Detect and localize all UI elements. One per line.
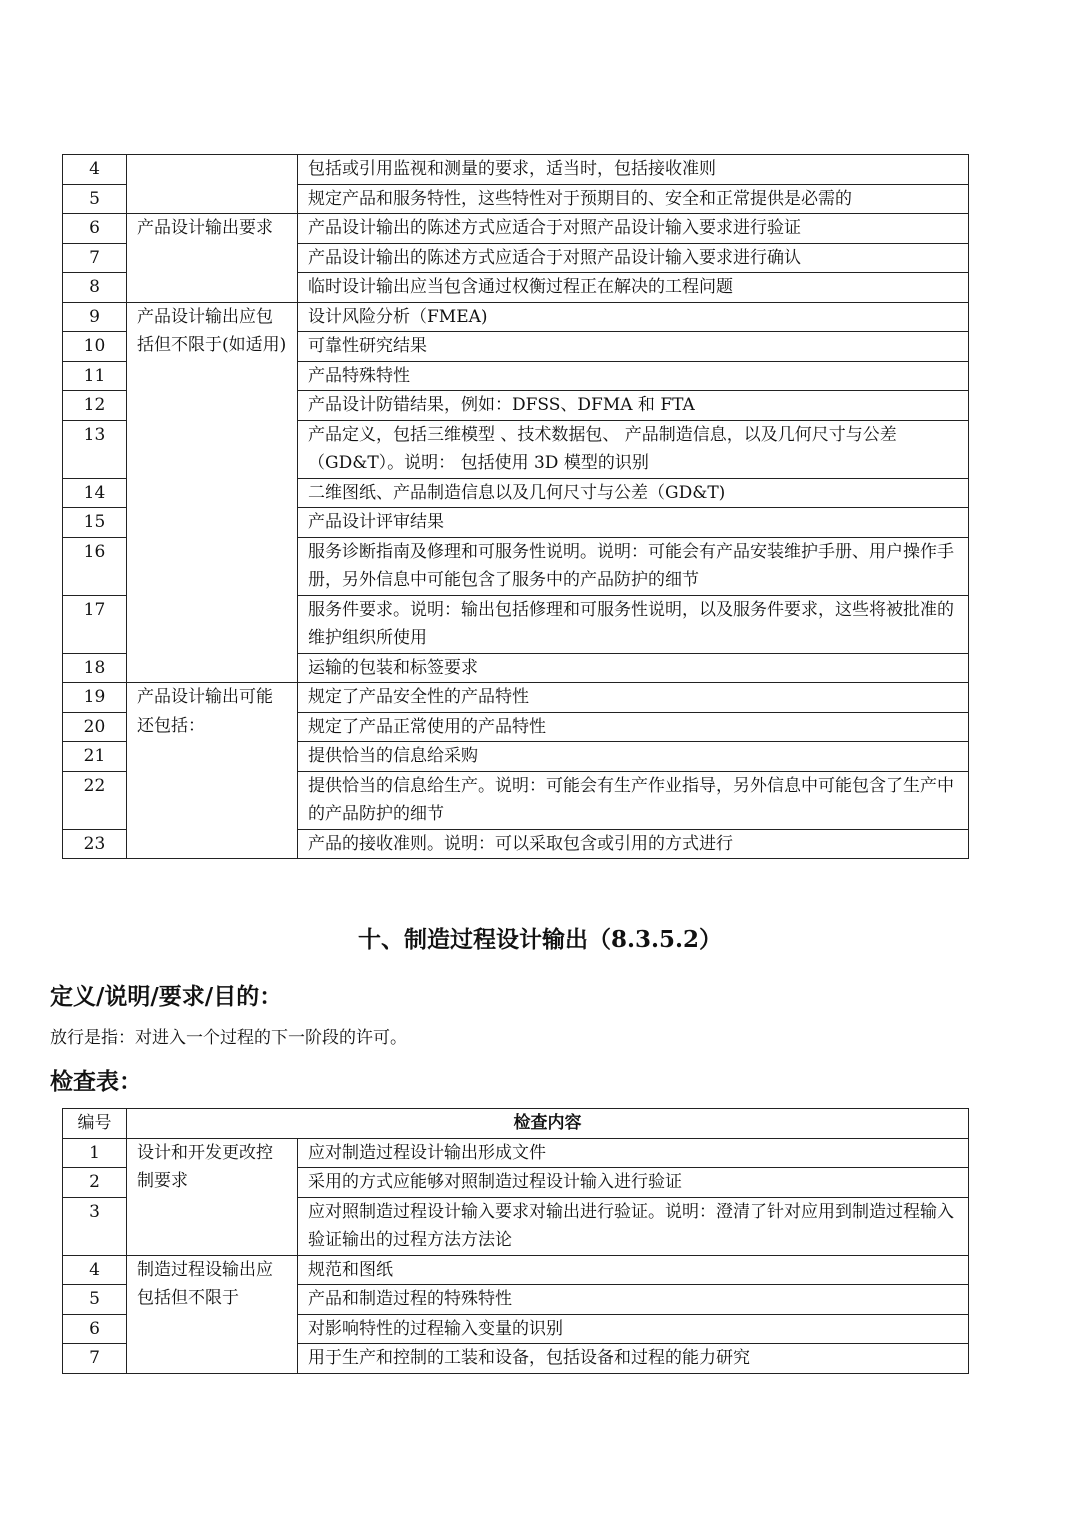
row-number: 16 [63,537,127,595]
group-label: 制造过程设输出应包括但不限于 [127,1255,298,1373]
checklist-heading: 检查表： [50,1068,142,1095]
table-header-row [63,1109,969,1139]
row-number: 21 [63,742,127,772]
check-item: 服务诊断指南及修理和可服务性说明。说明：可能会有产品安装维护手册、用户操作手册，另外信息中可能包含了服务中的产品防护的细节 [298,537,969,595]
row-number: 15 [63,508,127,538]
table-row [63,155,969,185]
group-label: 产品设计输出要求 [127,214,298,303]
row-number: 7 [63,243,127,273]
check-item: 运输的包装和标签要求 [298,653,969,683]
definition-text: 放行是指：对进入一个过程的下一阶段的许可。 [50,1028,407,1048]
row-number: 2 [63,1168,127,1198]
row-number: 13 [63,420,127,478]
table-row [63,302,969,332]
row-number: 6 [63,214,127,244]
row-number: 20 [63,712,127,742]
row-number: 12 [63,391,127,421]
check-item: 提供恰当的信息给采购 [298,742,969,772]
row-number: 14 [63,478,127,508]
group-label: 产品设计输出可能还包括： [127,683,298,859]
row-number: 11 [63,361,127,391]
check-item: 规定了产品安全性的产品特性 [298,683,969,713]
check-item: 二维图纸、产品制造信息以及几何尺寸与公差（GD&T) [298,478,969,508]
definition-heading: 定义/说明/要求/目的： [50,983,283,1010]
row-number: 7 [63,1344,127,1374]
check-item: 对影响特性的过程输入变量的识别 [298,1314,969,1344]
check-item: 设计风险分析（FMEA) [298,302,969,332]
check-item: 产品的接收准则。说明：可以采取包含或引用的方式进行 [298,829,969,859]
row-number: 22 [63,771,127,829]
row-number: 8 [63,273,127,303]
group-label: 产品设计输出应包括但不限于(如适用) [127,302,298,683]
check-item: 产品设计评审结果 [298,508,969,538]
check-item: 采用的方式应能够对照制造过程设计输入进行验证 [298,1168,969,1198]
check-item: 产品设计输出的陈述方式应适合于对照产品设计输入要求进行确认 [298,243,969,273]
group-label: 设计和开发更改控制要求 [127,1138,298,1255]
check-item: 临时设计输出应当包含通过权衡过程正在解决的工程问题 [298,273,969,303]
header-content: 检查内容 [127,1109,969,1139]
table-row [63,1255,969,1285]
check-item: 规定产品和服务特性，这些特性对于预期目的、安全和正常提供是必需的 [298,184,969,214]
check-item: 包括或引用监视和测量的要求，适当时，包括接收准则 [298,155,969,185]
table-row [63,214,969,244]
row-number: 4 [63,1255,127,1285]
manufacturing-process-output-table [62,1108,969,1374]
row-number: 1 [63,1138,127,1168]
row-number: 5 [63,1285,127,1315]
check-item: 产品特殊特性 [298,361,969,391]
check-item: 产品设计防错结果，例如：DFSS、DFMA 和 FTA [298,391,969,421]
row-number: 3 [63,1197,127,1255]
table-row [63,1138,969,1168]
product-design-output-table [62,154,969,859]
row-number: 6 [63,1314,127,1344]
header-number: 编号 [63,1109,127,1139]
check-item: 规定了产品正常使用的产品特性 [298,712,969,742]
check-item: 提供恰当的信息给生产。说明：可能会有生产作业指导，另外信息中可能包含了生产中的产品防护的细节 [298,771,969,829]
check-item: 可靠性研究结果 [298,332,969,362]
check-item: 应对照制造过程设计输入要求对输出进行验证。说明：澄清了针对应用到制造过程输入验证输出的过程方法方法论 [298,1197,969,1255]
group-cell-empty [127,155,298,214]
row-number: 19 [63,683,127,713]
row-number: 18 [63,653,127,683]
row-number: 17 [63,595,127,653]
row-number: 5 [63,184,127,214]
row-number: 4 [63,155,127,185]
row-number: 23 [63,829,127,859]
row-number: 9 [63,302,127,332]
check-item: 规范和图纸 [298,1255,969,1285]
check-item: 用于生产和控制的工装和设备，包括设备和过程的能力研究 [298,1344,969,1374]
check-item: 产品和制造过程的特殊特性 [298,1285,969,1315]
check-item: 应对制造过程设计输出形成文件 [298,1138,969,1168]
row-number: 10 [63,332,127,362]
check-item: 产品定义，包括三维模型 、技术数据包、 产品制造信息，以及几何尺寸与公差（GD&T）。说明： 包括使用 3D 模型的识别 [298,420,969,478]
check-item: 产品设计输出的陈述方式应适合于对照产品设计输入要求进行验证 [298,214,969,244]
table-row [63,683,969,713]
section-title: 十、制造过程设计输出（8.3.5.2） [357,926,723,953]
check-item: 服务件要求。说明：输出包括修理和可服务性说明，以及服务件要求，这些将被批准的维护组织所使用 [298,595,969,653]
